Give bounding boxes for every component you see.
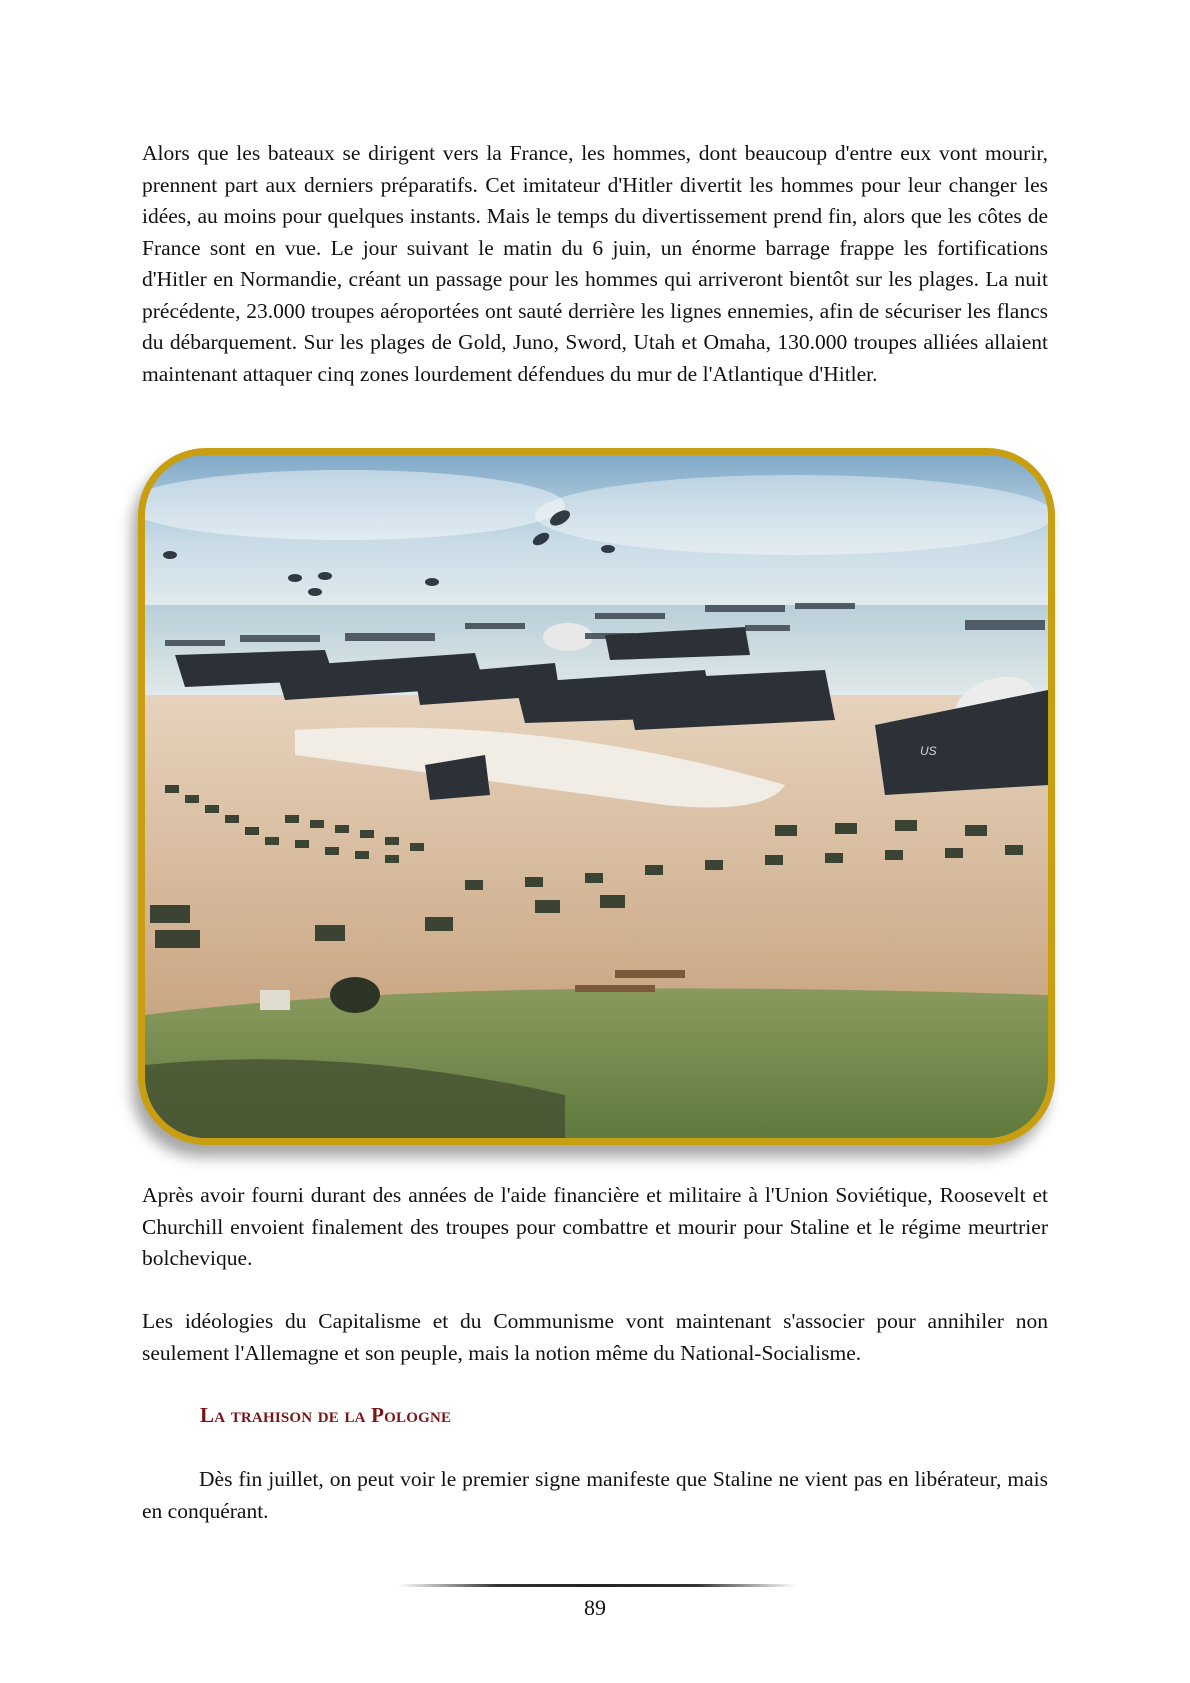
normandy-landing-photo bbox=[145, 455, 1048, 1138]
photo-frame bbox=[138, 448, 1055, 1145]
body-paragraph: Alors que les bateaux se dirigent vers la France, les hommes, dont beaucoup d'entre eux vont mourir, prennent part aux derniers préparatifs. Cet imitateur d'Hitler divertit les hommes pour leur changer les idées, au moins pour quelques instants. Mais le temps du divertissement prend fin, alors que les côtes de France sont en vue. Le jour suivant le matin du 6 juin, un énorme barrage frappe les fortifications d'Hitler en Normandie, créant un passage pour les hommes qui arriveront bientôt sur les plages. La nuit précédente, 23.000 troupes aéroportées ont sauté derrière les lignes ennemies, afin de sécuriser les flancs du débarquement. Sur les plages de Gold, Juno, Sword, Utah et Omaha, 130.000 troupes alliées allaient maintenant attaquer cinq zones lourdement défendues du mur de l'Atlantique d'Hitler. bbox=[142, 141, 1048, 386]
ship-marking: US bbox=[920, 744, 937, 758]
body-paragraph: Après avoir fourni durant des années de l'aide financière et militaire à l'Union Soviétique, Roosevelt et Churchill envoient finalement des troupes pour combattre et mourir pour Staline et le régime meurtrier bolchevique. bbox=[142, 1183, 1048, 1270]
page-number: 89 bbox=[584, 1595, 606, 1620]
body-paragraph: Les idéologies du Capitalisme et du Communisme vont maintenant s'associer pour annihiler non seulement l'Allemagne et son peuple, mais la notion même du National-Socialisme. bbox=[142, 1309, 1048, 1365]
body-paragraph: Dès fin juillet, on peut voir le premier signe manifeste que Staline ne vient pas en libérateur, mais en conquérant. bbox=[142, 1467, 1048, 1523]
section-heading: La trahison de la Pologne bbox=[200, 1403, 452, 1427]
footer-rule bbox=[398, 1584, 796, 1587]
